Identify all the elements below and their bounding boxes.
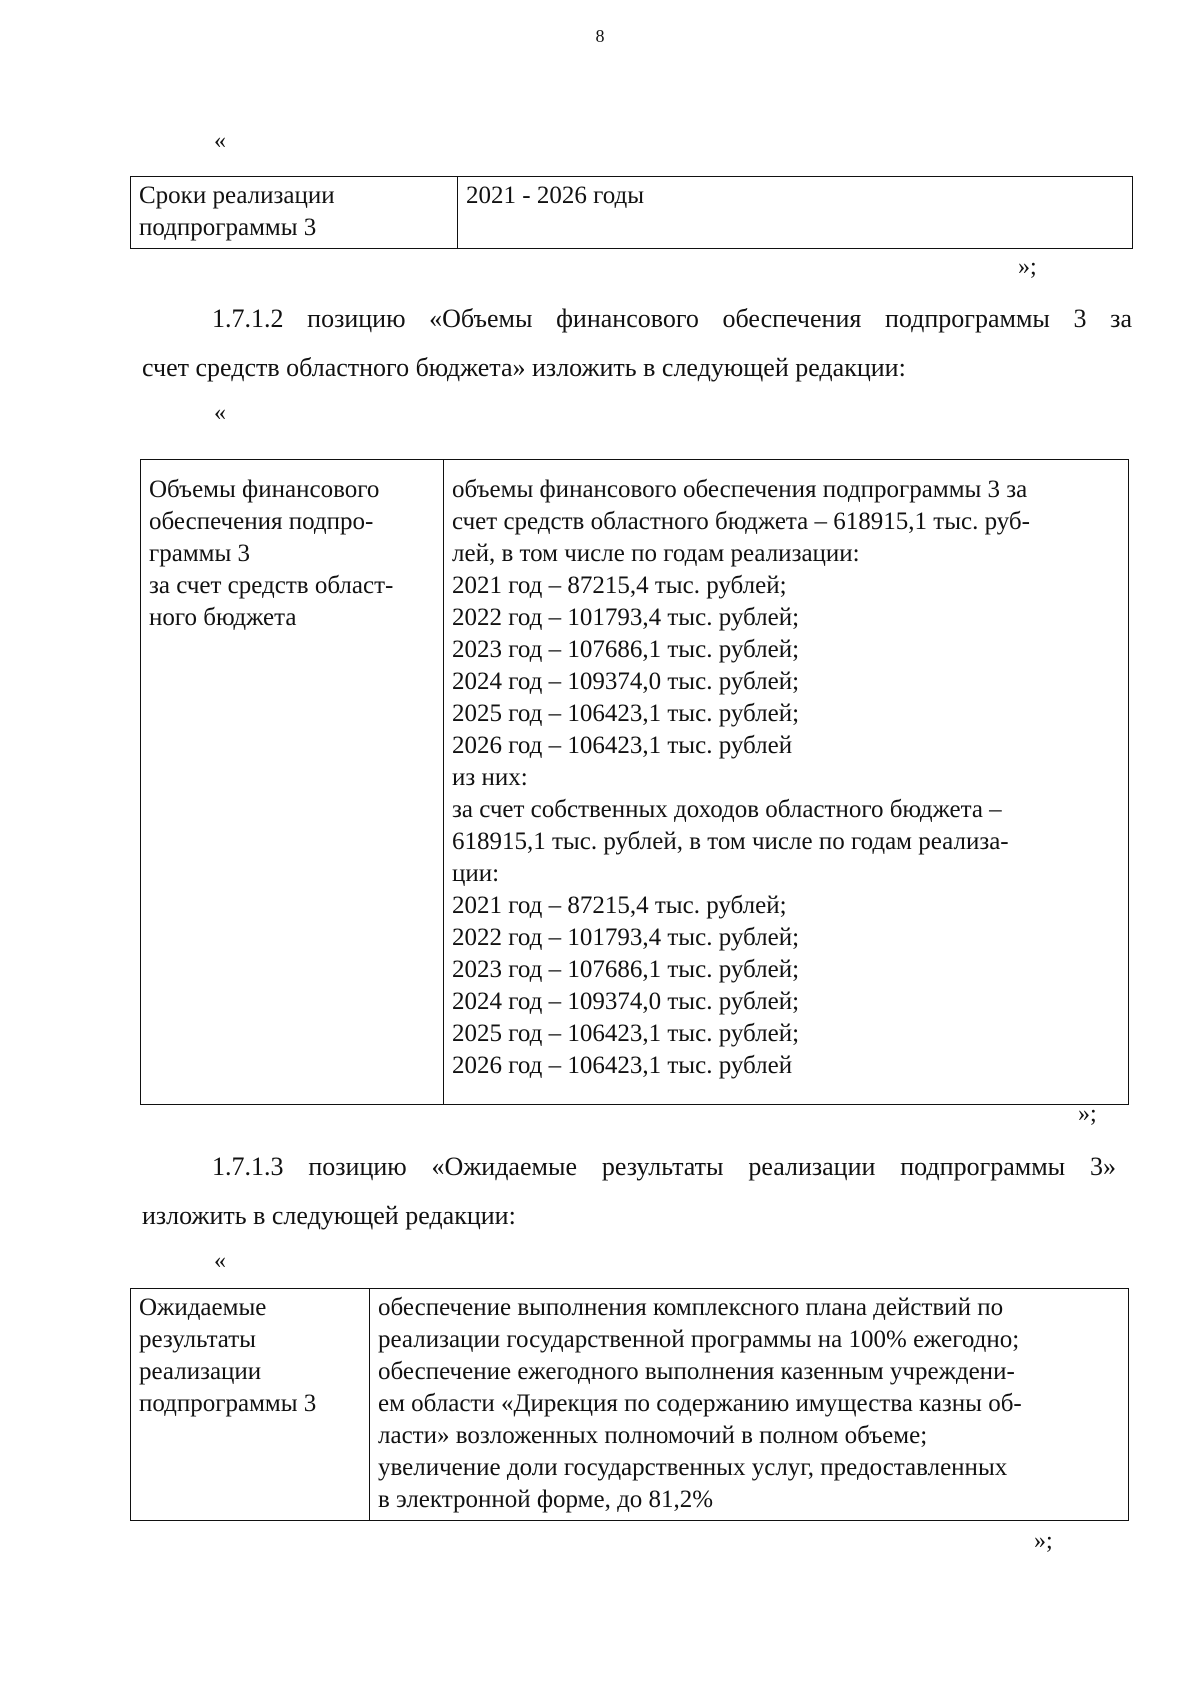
table-cell-line: граммы 3 xyxy=(149,540,251,567)
table-cell-line: ции: xyxy=(452,860,500,887)
table-cell-line: 618915,1 тыс. рублей, в том числе по годам реализа- xyxy=(452,828,1009,855)
table-term-value xyxy=(458,177,1133,249)
table-financing-value xyxy=(444,460,1129,1105)
table-cell-line: из них: xyxy=(452,764,528,791)
open-quote-3: « xyxy=(214,1248,226,1274)
table-cell-line: обеспечение выполнения комплексного плана действий по xyxy=(378,1294,1004,1321)
table-cell-line: лей, в том числе по годам реализации: xyxy=(452,540,860,567)
close-quote-2: »; xyxy=(1078,1101,1097,1127)
table-term-label xyxy=(131,177,458,249)
table-cell-line: 2022 год – 101793,4 тыс. рублей; xyxy=(452,604,800,631)
table-cell-line: ного бюджета xyxy=(149,604,297,631)
table-cell-line: в электронной форме, до 81,2% xyxy=(378,1486,714,1513)
table-cell-line: обеспечения подпро- xyxy=(149,508,374,535)
table-results-label xyxy=(131,1289,370,1521)
table-cell-line: 2023 год – 107686,1 тыс. рублей; xyxy=(452,636,800,663)
table-cell-line: 2021 год – 87215,4 тыс. рублей; xyxy=(452,572,787,599)
paragraph-1-7-1-2-line1: 1.7.1.2 позицию «Объемы финансового обеспечения подпрограммы 3 за xyxy=(212,304,1132,333)
paragraph-1-7-1-3 xyxy=(142,1142,1116,1240)
table-cell-line: 2024 год – 109374,0 тыс. рублей; xyxy=(452,668,800,695)
table-cell-line: подпрограммы 3 xyxy=(139,1390,317,1417)
table-cell-line: 2021 год – 87215,4 тыс. рублей; xyxy=(452,892,787,919)
table-cell-line: результаты xyxy=(139,1326,256,1353)
table-cell-line: 2021 - 2026 годы xyxy=(466,182,645,209)
close-quote-3: »; xyxy=(1034,1528,1053,1554)
table-cell-line: ем области «Дирекция по содержанию имущества казны об- xyxy=(378,1390,1022,1417)
table-term xyxy=(130,176,1133,249)
page-number: 8 xyxy=(595,26,605,46)
table-cell-line: обеспечение ежегодного выполнения казенным учреждени- xyxy=(378,1358,1015,1385)
table-cell-line: 2025 год – 106423,1 тыс. рублей; xyxy=(452,700,800,727)
open-quote-1: « xyxy=(214,128,226,154)
paragraph-1-7-1-3-line2: изложить в следующей редакции: xyxy=(142,1201,516,1230)
table-cell-line: реализации xyxy=(139,1358,262,1385)
close-quote-1: »; xyxy=(1018,254,1037,280)
table-cell-line: счет средств областного бюджета – 618915,1 тыс. руб- xyxy=(452,508,1030,535)
table-cell-line: 2026 год – 106423,1 тыс. рублей xyxy=(452,732,793,759)
paragraph-1-7-1-2-line2: счет средств областного бюджета» изложить в следующей редакции: xyxy=(142,353,906,382)
table-cell-line: ласти» возложенных полномочий в полном объеме; xyxy=(378,1422,928,1449)
table-financing-label xyxy=(141,460,444,1105)
table-cell-line: 2026 год – 106423,1 тыс. рублей xyxy=(452,1052,793,1079)
table-cell-line: объемы финансового обеспечения подпрограммы 3 за xyxy=(452,476,1028,503)
table-cell-line: 2025 год – 106423,1 тыс. рублей; xyxy=(452,1020,800,1047)
open-quote-2: « xyxy=(214,400,226,426)
table-cell-line: реализации государственной программы на 100% ежегодно; xyxy=(378,1326,1020,1353)
paragraph-1-7-1-3-line1: 1.7.1.3 позицию «Ожидаемые результаты реализации подпрограммы 3» xyxy=(212,1152,1116,1181)
table-cell-line: 2023 год – 107686,1 тыс. рублей; xyxy=(452,956,800,983)
table-cell-line: 2022 год – 101793,4 тыс. рублей; xyxy=(452,924,800,951)
table-cell-line: Сроки реализации xyxy=(139,182,335,209)
table-cell-line: увеличение доли государственных услуг, предоставленных xyxy=(378,1454,1008,1481)
table-cell-line: за счет средств област- xyxy=(149,572,394,599)
table-cell-line: подпрограммы 3 xyxy=(139,214,317,241)
table-cell-line: Ожидаемые xyxy=(139,1294,267,1321)
paragraph-1-7-1-2 xyxy=(142,294,1132,392)
table-financing xyxy=(140,459,1129,1105)
table-cell-line: за счет собственных доходов областного бюджета – xyxy=(452,796,1002,823)
table-cell-line: Объемы финансового xyxy=(149,476,380,503)
table-cell-line: 2024 год – 109374,0 тыс. рублей; xyxy=(452,988,800,1015)
table-results-value xyxy=(370,1289,1129,1521)
table-results xyxy=(130,1288,1129,1521)
